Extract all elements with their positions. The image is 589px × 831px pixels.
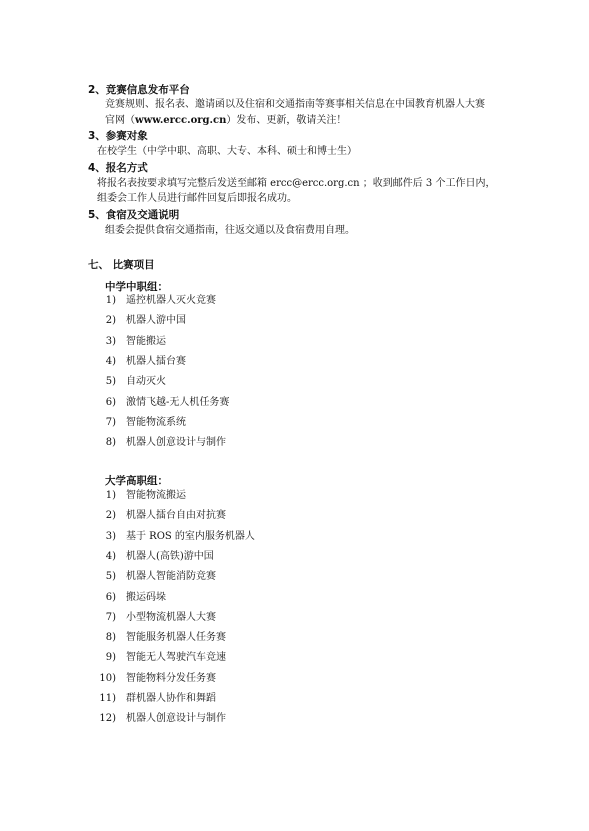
list-item-text: 搬运码垛 xyxy=(126,591,166,603)
section-4-line-1: 将报名表按要求填写完整后发送至邮箱 ercc@ercc.org.cn ；收到邮件后 3 个工作日内， xyxy=(97,178,496,189)
group-university-title: 大学高职组： xyxy=(105,475,168,487)
list-item-text: 机器人智能消防竞赛 xyxy=(126,571,216,583)
section-4-line-2: 组委会工作人员进行邮件回复后即报名成功。 xyxy=(97,193,297,204)
list-item xyxy=(92,436,226,450)
list-item-text: 智能服务机器人任务赛 xyxy=(126,632,226,644)
list-item-number: 11) xyxy=(99,693,116,704)
list-item xyxy=(92,314,186,328)
website-url: www.ercc.org.cn xyxy=(135,115,227,126)
list-item-text: 激情飞越-无人机任务赛 xyxy=(126,396,230,408)
list-item-number: 9) xyxy=(105,652,116,664)
list-item-number: 2) xyxy=(105,315,116,327)
list-item-number: 7) xyxy=(105,416,116,428)
section-2-line-1: 竞赛规则、报名表、邀请函以及住宿和交通指南等赛事相关信息在中国教育机器人大赛 xyxy=(105,99,485,110)
list-item-number: 8) xyxy=(105,632,116,644)
list-item-number: 3) xyxy=(105,335,116,347)
list-item xyxy=(92,294,216,308)
list-item xyxy=(92,611,216,625)
list-item xyxy=(92,672,216,686)
list-item-number: 5) xyxy=(105,571,116,583)
group-middle-school-title: 中学中职组： xyxy=(105,281,168,293)
section-3-line-1: 在校学生（中学中职、高职、大专、本科、硕士和博士生） xyxy=(97,146,357,157)
list-item-text: 机器人擂台自由对抗赛 xyxy=(126,510,226,522)
section-5-line-1: 组委会提供食宿交通指南，往返交通以及食宿费用自理。 xyxy=(105,225,355,236)
list-item-text: 机器人擂台赛 xyxy=(126,355,186,367)
list-item-number: 2) xyxy=(105,510,116,522)
list-item-number: 1) xyxy=(105,490,116,501)
list-item-text: 小型物流机器人大赛 xyxy=(126,611,216,623)
list-item xyxy=(92,631,226,645)
list-item-number: 8) xyxy=(105,437,116,449)
list-item-number: 1) xyxy=(105,295,116,306)
list-item-text: 智能物流搬运 xyxy=(126,490,186,501)
list-item-text: 遥控机器人灭火竞赛 xyxy=(126,295,216,306)
list-item xyxy=(92,489,186,503)
section-4-title: 4、报名方式 xyxy=(88,162,148,174)
list-item-text: 机器人(高铁)游中国 xyxy=(126,550,214,562)
list-item xyxy=(92,335,166,349)
list-item-text: 机器人游中国 xyxy=(126,315,186,327)
list-item xyxy=(92,591,166,605)
section-7-title: 七、 比赛项目 xyxy=(88,259,155,271)
list-item-text: 群机器人协作和舞蹈 xyxy=(126,693,216,704)
list-item xyxy=(92,692,216,706)
list-item-text: 智能无人驾驶汽车竞速 xyxy=(126,652,226,664)
list-item-text: 机器人创意设计与制作 xyxy=(126,713,226,725)
list-item-number: 4) xyxy=(105,550,116,562)
list-item xyxy=(92,530,255,544)
list-item-text: 机器人创意设计与制作 xyxy=(126,437,226,449)
list-item-text: 智能物流系统 xyxy=(126,416,186,428)
section-2-line-2 xyxy=(105,114,346,128)
list-item-text: 基于 ROS 的室内服务机器人 xyxy=(126,530,255,542)
list-item-number: 7) xyxy=(105,611,116,623)
list-item xyxy=(92,651,226,665)
list-item-number: 12) xyxy=(99,713,116,725)
section-2-title: 2、竞赛信息发布平台 xyxy=(88,84,190,96)
list-item xyxy=(92,550,214,564)
list-item-number: 10) xyxy=(99,672,116,684)
list-item-text: 智能搬运 xyxy=(126,335,166,347)
section-5-title: 5、食宿及交通说明 xyxy=(88,209,180,221)
list-item xyxy=(92,509,226,523)
list-item xyxy=(92,355,186,369)
list-item-number: 3) xyxy=(105,530,116,542)
section-3-title: 3、参赛对象 xyxy=(88,130,148,142)
list-item-number: 5) xyxy=(105,376,116,388)
list-item-text: 智能物料分发任务赛 xyxy=(126,672,216,684)
list-item xyxy=(92,570,216,584)
list-item-text: 自动灭火 xyxy=(126,376,166,388)
list-item xyxy=(92,712,226,726)
list-item xyxy=(92,396,229,410)
list-item xyxy=(92,416,186,430)
list-item-number: 6) xyxy=(105,396,116,408)
list-item-number: 4) xyxy=(105,355,116,367)
list-item xyxy=(92,375,166,389)
section-2-line-2-post: ）发布、更新，敬请关注！ xyxy=(226,115,347,126)
section-2-line-2-pre: 官网（ xyxy=(105,115,135,126)
list-item-number: 6) xyxy=(105,591,116,603)
